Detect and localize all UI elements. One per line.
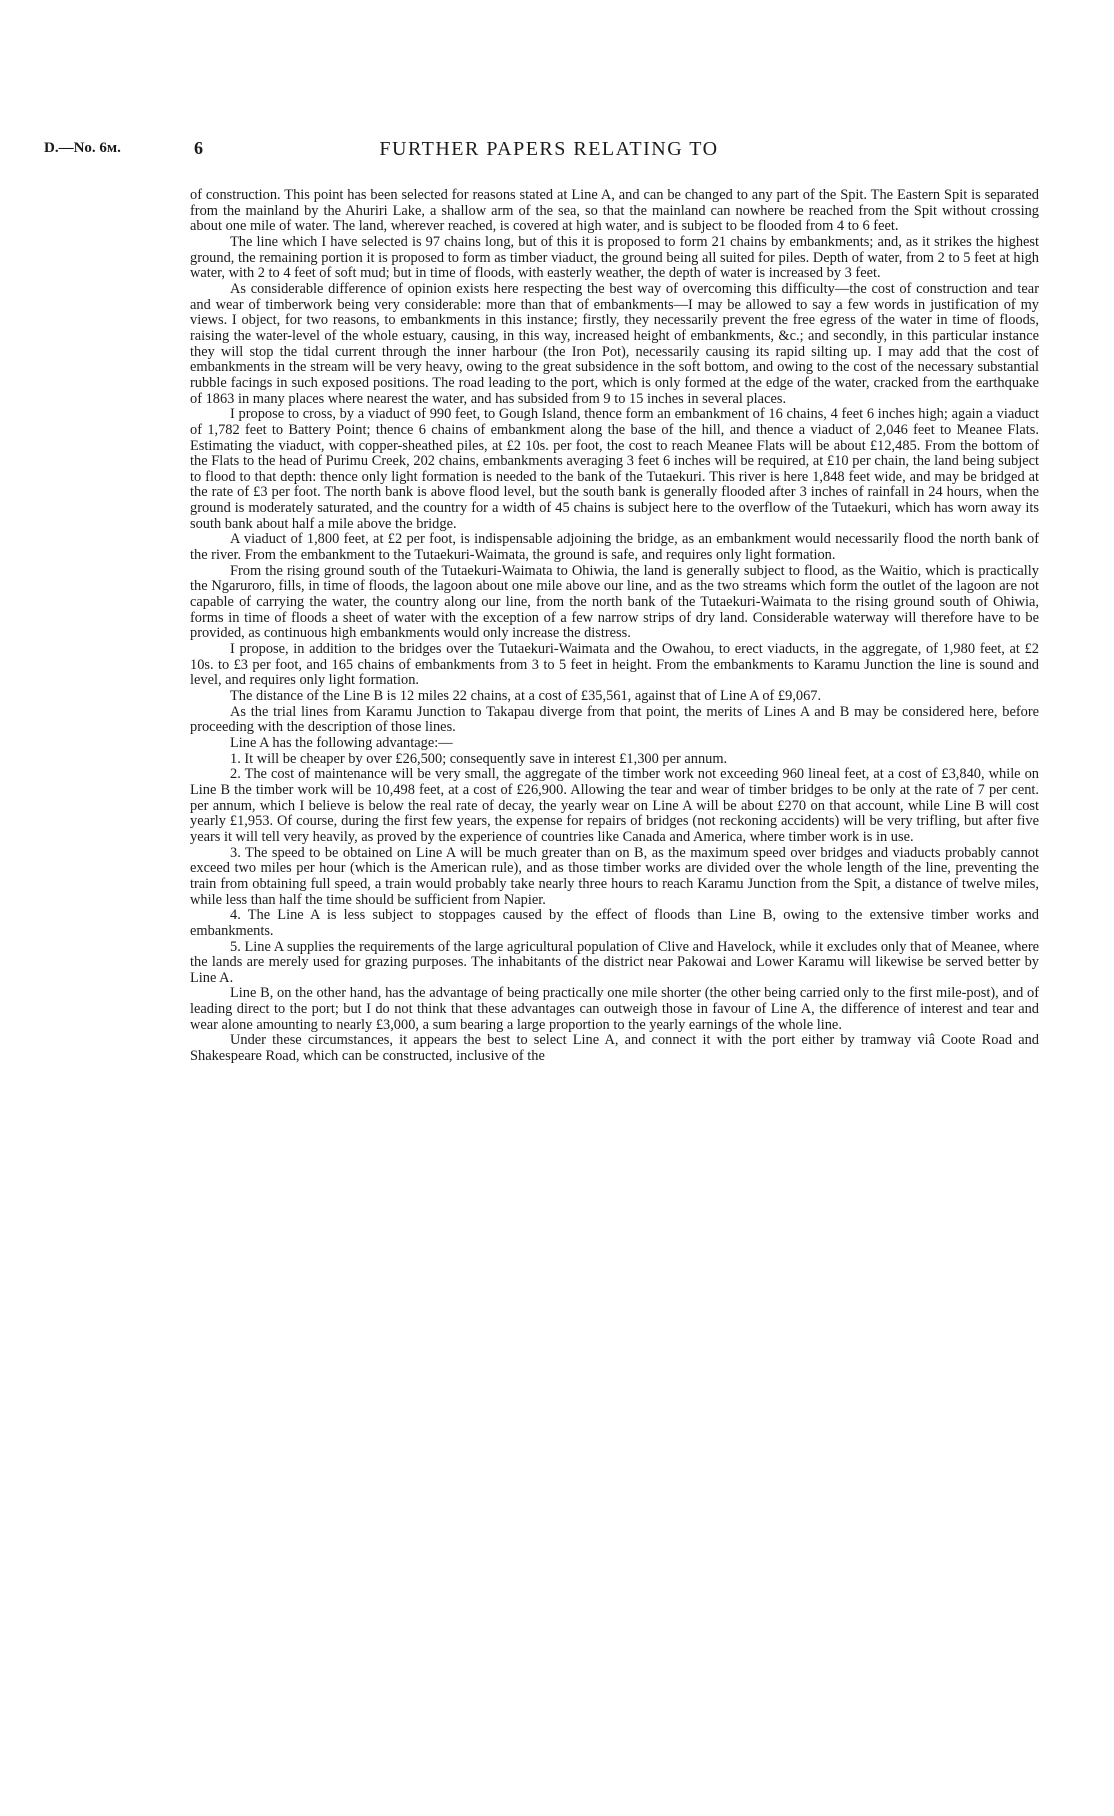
paragraph-additional-viaducts: I propose, in addition to the bridges over the Tutaekuri-Waimata and the Owahou, to erect viaducts, in the aggregate, of 1,980 feet, at £2 10s. to £3 per foot, and 165 chains of embankments from 3 to 5 feet in height. From the embankments to Karamu Junction the line is sound and level, and requires only light formation. bbox=[190, 641, 1039, 689]
list-item-cheaper: 1. It will be cheaper by over £26,500; consequently save in interest £1,300 per annum. bbox=[230, 750, 728, 767]
paragraph-viaduct-proposal: I propose to cross, by a viaduct of 990 feet, to Gough Island, thence form an embankment of 16 chains, 4 feet 6 inches high; again a viaduct of 1,782 feet to Battery Point; thence 6 chains of embankment along the base of the hill, and thence a viaduct of 2,046 feet to Meanee Flats. Estimating the viaduct, with copper-sheathed piles, at £2 10s. per foot, the cost to reach Meanee Flats will be about £12,485. From the bottom of the Flats to the head of Purimu Creek, 202 chains, embankments averaging 3 feet 6 inches will be required, at £10 per chain, the land being subject to flood to that depth: thence only light formation is needed to the bank of the Tutaekuri. This river is here 1,848 feet wide, and may be bridged at the rate of £3 per foot. The north bank is above flood level, but the south bank is generally flooded after 3 inches of rainfall in 24 hours, when the ground is moderately saturated, and the country for a width of 45 chains is subject here to the overflow of the Tutaekuri, which has worn away its south bank about half a mile above the bridge. bbox=[190, 406, 1039, 532]
paragraph-trial-lines: As the trial lines from Karamu Junction to Takapau diverge from that point, the merits of Lines A and B may be considered here, before proceeding with the description of those lines. bbox=[190, 703, 1039, 736]
running-title: FURTHER PAPERS RELATING TO bbox=[379, 138, 719, 160]
paragraph-line-a-advantage: Line A has the following advantage:— bbox=[230, 734, 453, 751]
page-number: 6 bbox=[194, 138, 203, 158]
page-header bbox=[44, 140, 1054, 168]
paragraph-line-b-advantage: Line B, on the other hand, has the advantage of being practically one mile shorter (the other being carried only to the first mile-post), and of leading direct to the port; but I do not think that these advantages can outweigh those in favour of Line A, the difference of interest and tear and wear alone amounting to nearly £3,000, a sum bearing a large proportion to the yearly earnings of the whole line. bbox=[190, 985, 1039, 1033]
paragraph-conclusion: Under these circumstances, it appears the best to select Line A, and connect it with the port either by tramway viâ Coote Road and Shakespeare Road, which can be constructed, inclusive of the bbox=[190, 1032, 1039, 1065]
body-text bbox=[190, 188, 1039, 1065]
paragraph-selected-line: The line which I have selected is 97 chains long, but of this it is proposed to form 21 chains by embankments; and, as it strikes the highest ground, the remaining portion it is proposed to form as timber viaduct, the ground being all suited for piles. Depth of water, from 2 to 5 feet at high water, with 2 to 4 feet of soft mud; but in time of floods, with easterly weather, the depth of water is increased by 3 feet. bbox=[190, 233, 1039, 282]
list-item-population: 5. Line A supplies the requirements of the large agricultural population of Clive and Havelock, while it excludes only that of Meanee, where the lands are merely used for grazing purposes. The inhabitants of the district near Pakowai and Lower Karamu will likewise be served better by Line A. bbox=[190, 938, 1039, 986]
paragraph-construction-point: of construction. This point has been selected for reasons stated at Line A, and can be changed to any part of the Spit. The Eastern Spit is separated from the mainland by the Ahuriri Lake, a shallow arm of the sea, so that the mainland can nowhere be reached from the Spit without crossing about one mile of water. The land, wherever reached, is covered at high water, and is subject to be flooded from 4 to 6 feet. bbox=[190, 187, 1039, 235]
document-reference: D.—No. 6ᴍ. bbox=[44, 140, 121, 156]
list-item-maintenance: 2. The cost of maintenance will be very small, the aggregate of the timber work not exceeding 960 lineal feet, at a cost of £3,840, while on Line B the timber work will be 10,498 feet, at a cost of £26,900. Allowing the tear and wear of timber bridges to be only at the rate of 7 per cent. per annum, which I believe is below the real rate of decay, the yearly wear on Line A will be about £270 on that account, while Line B will cost yearly £1,953. Of course, during the first few years, the expense for repairs of bridges (not reckoning accidents) will be very trifling, but after five years it will tell very heavily, as proved by the experience of countries like Canada and America, where timber work is in use. bbox=[190, 766, 1039, 845]
list-item-speed: 3. The speed to be obtained on Line A will be much greater than on B, as the maximum speed over bridges and viaducts probably cannot exceed two miles per hour (which is the American rule), and as those timber works are divided over the whole length of the line, preventing the train from obtaining full speed, a train would probably take nearly three hours to reach Karamu Junction from the Spit, a distance of twelve miles, while less than half the time should be sufficient from Napier. bbox=[190, 844, 1039, 908]
paragraph-viaduct-bridge: A viaduct of 1,800 feet, at £2 per foot, is indispensable adjoining the bridge, as an embankment would necessarily flood the north bank of the river. From the embankment to the Tutaekuri-Waimata, the ground is safe, and requires only light formation. bbox=[190, 531, 1039, 564]
paragraph-line-b-distance: The distance of the Line B is 12 miles 22 chains, at a cost of £35,561, against that of Line A of £9,067. bbox=[230, 688, 822, 704]
paragraph-flood-ground: From the rising ground south of the Tutaekuri-Waimata to Ohiwia, the land is generally subject to flood, as the Waitio, which is practically the Ngaruroro, fills, in time of floods, the lagoon about one mile above our line, and as the two streams which form the outlet of the lagoon are not capable of carrying the water, the country along our line, from the north bank of the Tutaekuri-Waimata to the rising ground south of Ohiwia, forms in time of floods a sheet of water with the exception of a few narrow strips of dry land. Considerable waterway will therefore have to be provided, as continuous high embankments would only increase the distress. bbox=[190, 562, 1039, 642]
paragraph-embankment-objection: As considerable difference of opinion exists here respecting the best way of overcoming this difficulty—the cost of construction and tear and wear of timberwork being very considerable: more than that of embankments—I may be allowed to say a few words in justification of my views. I object, for two reasons, to embankments in this instance; firstly, they necessarily prevent the free egress of the water in time of floods, raising the water-level of the whole estuary, causing, in this way, increased height of embankments, &c.; and secondly, in this particular instance they will stop the tidal current through the inner harbour (the Iron Pot), necessarily causing its rapid silting up. I may add that the cost of embankments in the stream will be very heavy, owing to the great subsidence in the soft bottom, and owing to the cost of the necessary substantial rubble facings in such exposed positions. The road leading to the port, which is only formed at the edge of the water, cracked from the earthquake of 1863 in many places where nearest the water, and has subsided from 9 to 15 inches in several places. bbox=[190, 280, 1039, 407]
list-item-floods: 4. The Line A is less subject to stoppages caused by the effect of floods than Line B, owing to the extensive timber works and embankments. bbox=[190, 907, 1039, 939]
